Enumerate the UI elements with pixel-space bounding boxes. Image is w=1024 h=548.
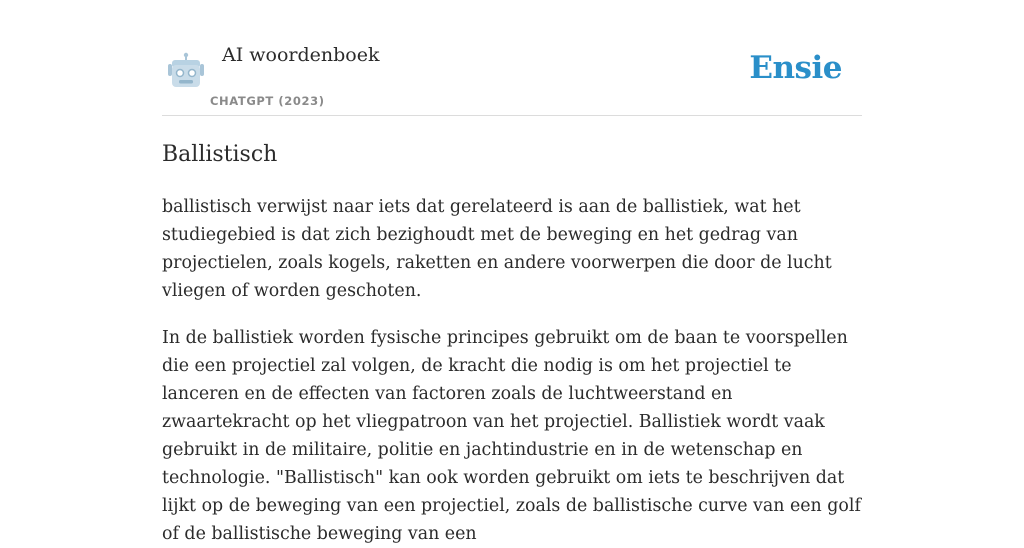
dictionary-header xyxy=(162,0,862,116)
dictionary-title: AI woordenboek xyxy=(222,44,380,66)
brand-logo[interactable]: Ensie xyxy=(749,50,842,86)
page-container xyxy=(162,0,862,548)
source-label: CHATGPT (2023) xyxy=(210,94,325,108)
entry-term: Ballistisch xyxy=(162,142,278,167)
definition-paragraph: ballistisch verwijst naar iets dat gerelateerd is aan de ballistiek, wat het studiegebied is dat zich bezighoudt met de beweging en het gedrag van projectielen, zoals kogels, raketten en andere voorwerpen die door de lucht vliegen of worden geschoten. xyxy=(162,197,832,301)
robot-icon xyxy=(166,52,206,90)
definition-paragraph: In de ballistiek worden fysische principes gebruikt om de baan te voorspellen die een projectiel zal volgen, de kracht die nodig is om het projectiel te lanceren en de effecten van factoren zoals de luchtweerstand en zwaartekracht op het vliegpatroon van het projectiel. Ballistiek wordt vaak gebruikt in de militaire, politie en jachtindustrie en in de wetenschap en technologie. "Ballistisch" kan ook worden gebruikt om iets te beschrijven dat lijkt op de beweging van een projectiel, zoals de ballistische curve van een golf of de ballistische beweging van een xyxy=(162,328,861,544)
